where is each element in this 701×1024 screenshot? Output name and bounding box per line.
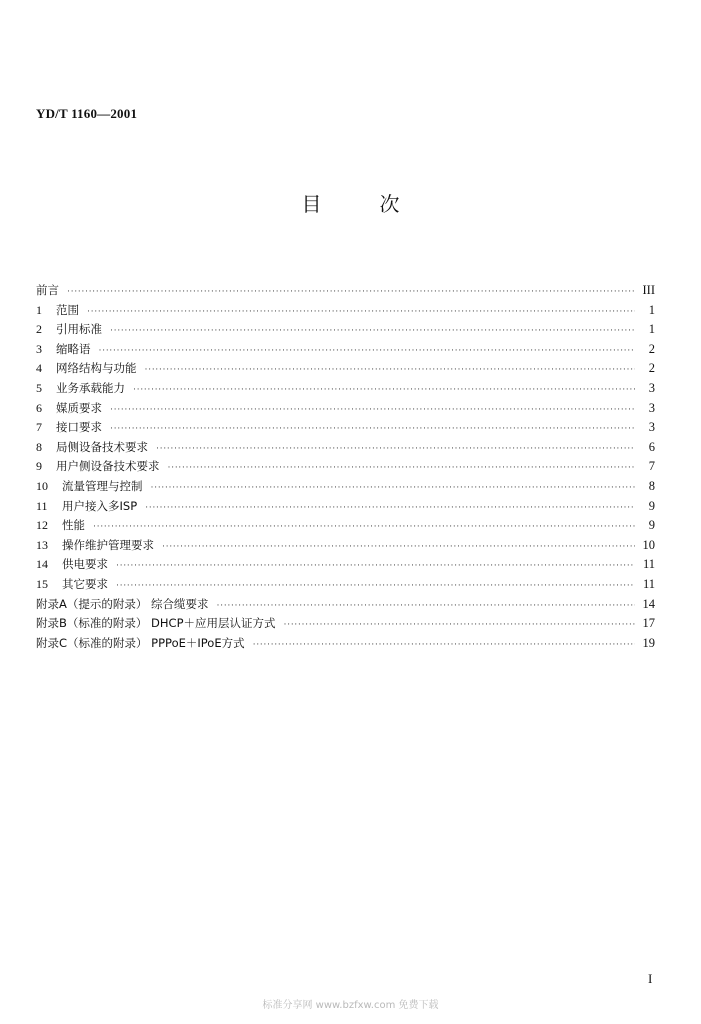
toc-label: 引用标准 [56,322,102,337]
toc-number: 11 [36,498,48,513]
toc-entry[interactable] [36,576,655,596]
watermark: 标准分享网 www.bzfxw.com 免费下载 [262,1000,439,1011]
toc-label: 媒质要求 [56,400,102,415]
toc-label: 流量管理与控制 [62,478,143,493]
toc-page: 1 [648,302,655,317]
toc-label: 用户接入多ISP [62,498,138,513]
toc-entry[interactable] [36,458,655,478]
toc-page: 17 [642,616,655,631]
toc-leader [110,325,635,335]
toc-label: 业务承载能力 [56,380,125,395]
standard-code: YD/T 1160—2001 [36,106,138,121]
toc-number: 2 [36,322,42,337]
toc-label: 网络结构与功能 [56,361,137,376]
toc-label: 缩略语 [56,341,91,356]
toc-number: 12 [36,518,48,533]
toc-entry[interactable] [36,478,655,498]
toc-page: III [642,283,655,297]
toc-page: 3 [648,400,655,415]
toc-page: 3 [648,380,655,395]
toc-leader [93,521,635,531]
toc-leader [217,600,635,610]
toc-page: 9 [648,498,655,513]
toc-entry[interactable] [36,380,655,400]
toc-number: 10 [36,478,48,493]
toc-entry-appendix-a[interactable] [36,596,655,616]
toc-page: 14 [642,596,655,611]
toc-page: 11 [642,557,655,572]
toc-number: 6 [36,400,42,415]
toc-page: 3 [648,420,655,435]
toc-entry[interactable] [36,439,655,459]
toc-number: 3 [36,341,42,356]
toc-number: 1 [36,302,42,317]
toc-entry-appendix-b[interactable] [36,615,655,635]
table-of-contents [36,282,655,654]
toc-leader [145,502,635,512]
toc-label: 供电要求 [62,557,108,572]
toc-entry[interactable] [36,400,655,420]
toc-label: 范围 [56,302,79,317]
toc-leader [145,364,636,374]
toc-leader [156,443,635,453]
toc-page: 2 [648,341,655,356]
toc-page: 11 [642,576,655,591]
toc-page: 10 [642,537,655,552]
toc-number: 14 [36,557,48,572]
page-number: I [648,971,653,986]
toc-label: 附录C（标准的附录） PPPoE＋IPoE方式 [36,635,245,650]
toc-page: 2 [648,361,655,376]
toc-leader [67,286,635,296]
toc-title: 目次 [301,192,458,216]
toc-leader [253,639,635,649]
toc-entry[interactable] [36,321,655,341]
toc-leader [133,384,635,394]
toc-leader [87,306,635,316]
toc-page: 1 [648,322,655,337]
toc-entry[interactable] [36,556,655,576]
toc-leader [116,560,635,570]
toc-leader [110,404,635,414]
toc-page: 19 [642,635,655,650]
toc-number: 7 [36,420,42,435]
toc-entry-preface[interactable] [36,282,655,302]
toc-leader [162,541,635,551]
toc-entry[interactable] [36,360,655,380]
toc-entry[interactable] [36,537,655,557]
toc-page: 6 [648,439,655,454]
toc-label: 其它要求 [62,576,108,591]
toc-entry[interactable] [36,517,655,537]
toc-label: 操作维护管理要求 [62,537,154,552]
toc-entry[interactable] [36,498,655,518]
toc-entry[interactable] [36,302,655,322]
toc-leader [110,423,635,433]
toc-number: 5 [36,380,42,395]
toc-leader [99,345,636,355]
toc-number: 8 [36,439,42,454]
toc-label: 附录B（标准的附录） DHCP＋应用层认证方式 [36,616,276,631]
toc-entry[interactable] [36,341,655,361]
toc-page: 7 [648,459,655,474]
toc-number: 4 [36,361,42,376]
toc-entry[interactable] [36,419,655,439]
toc-label: 接口要求 [56,420,102,435]
toc-leader [116,580,635,590]
toc-page: 8 [648,478,655,493]
toc-label: 附录A（提示的附录） 综合缆要求 [36,596,209,611]
toc-label: 性能 [62,518,85,533]
toc-label: 用户侧设备技术要求 [56,459,160,474]
toc-number: 13 [36,537,48,552]
toc-number: 15 [36,576,48,591]
toc-leader [168,462,636,472]
toc-leader [284,619,635,629]
toc-label: 局侧设备技术要求 [56,439,148,454]
toc-page: 9 [648,518,655,533]
toc-entry-appendix-c[interactable] [36,635,655,655]
toc-number: 9 [36,459,42,474]
toc-label: 前言 [36,283,59,297]
toc-leader [151,482,636,492]
